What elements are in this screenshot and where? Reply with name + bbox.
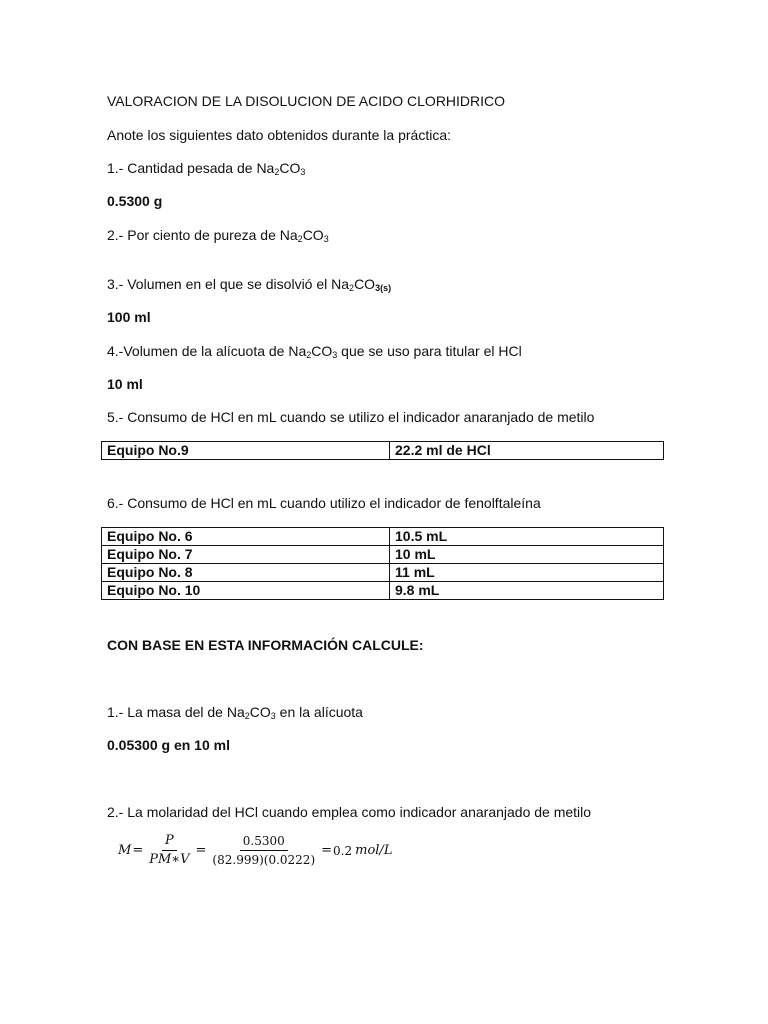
question-4-text: 4.-Volumen de la alícuota de Na [107,343,307,359]
result-value: 0.2 [333,843,353,858]
equipo-cell: Equipo No. 8 [102,564,390,582]
fraction-numeric [209,833,318,868]
question-1-text: 1.- Cantidad pesada de Na [107,160,275,176]
table-row [102,546,664,564]
subscript: 3 [323,234,329,244]
table-row [102,528,664,546]
formula-part: CO [311,343,333,359]
question-4-suffix: que se uso para titular el HCl [337,343,522,359]
fraction-symbolic [146,833,192,868]
subscript: 3 [270,711,276,721]
question-6: 6.- Consumo de HCl en mL cuando utilizo el indicador de fenolftaleína [107,495,541,511]
table-row [102,564,664,582]
table-row [102,582,664,600]
calc-1-text: 1.- La masa del de Na [107,704,245,720]
subscript: 3(s) [375,283,392,293]
fraction-denominator: (82.999)(0.0222) [212,853,316,867]
question-4 [107,342,522,360]
intro-text: Anote los siguientes dato obtenidos durante la práctica: [107,127,452,143]
calc-heading: CON BASE EN ESTA INFORMACIÓN CALCULE: [107,637,424,653]
equipo-cell: Equipo No. 6 [102,528,390,546]
calc-1-suffix: en la alícuota [275,704,363,720]
table-fenolftaleina [101,527,664,600]
question-3 [107,275,391,293]
answer-3: 100 ml [107,309,151,325]
molarity-formula [118,833,392,868]
equals-sign: = [132,843,144,858]
calc-1 [107,703,363,721]
formula-part: CO [302,227,324,243]
calc-1-answer: 0.05300 g en 10 ml [107,737,230,753]
fraction-denominator: PM∗V [149,852,190,867]
fraction-numerator: P [162,833,177,851]
calc-2: 2.- La molaridad del HCl cuando emplea como indicador anaranjado de metilo [107,804,592,820]
fraction-numerator: 0.5300 [240,833,288,851]
valor-cell: 9.8 mL [390,582,664,600]
question-3-text: 3.- Volumen en el que se disolvió el Na [107,276,350,292]
subscript: 2 [349,283,355,293]
answer-4: 10 ml [107,376,143,392]
equals-sign: = [195,843,207,858]
equipo-cell: Equipo No. 7 [102,546,390,564]
table-body [102,528,664,600]
question-2-text: 2.- Por ciento de pureza de Na [107,227,298,243]
formula-part: CO [354,276,376,292]
formula-part: CO [249,704,271,720]
subscript: 2 [297,234,303,244]
valor-cell: 10.5 mL [390,528,664,546]
equals-sign: = [321,843,333,858]
document-title: VALORACION DE LA DISOLUCION DE ACIDO CLORHIDRICO [107,93,506,109]
question-2 [107,226,329,244]
valor-cell: 22.2 ml de HCl [390,442,664,460]
table-body [102,442,664,460]
result-unit: mol/L [355,843,393,858]
table-anaranjado [101,441,664,460]
formula-lhs: M [118,843,132,858]
subscript: 3 [332,350,338,360]
formula-part: CO [279,160,301,176]
table-row [102,442,664,460]
answer-1: 0.5300 g [107,193,163,209]
subscript: 3 [300,167,306,177]
question-1 [107,159,305,177]
equipo-cell: Equipo No.9 [102,442,390,460]
subscript: 2 [306,350,312,360]
question-5: 5.- Consumo de HCl en mL cuando se utilizo el indicador anaranjado de metilo [107,409,595,425]
valor-cell: 11 mL [390,564,664,582]
subscript: 2 [244,711,250,721]
subscript: 2 [274,167,280,177]
valor-cell: 10 mL [390,546,664,564]
equipo-cell: Equipo No. 10 [102,582,390,600]
